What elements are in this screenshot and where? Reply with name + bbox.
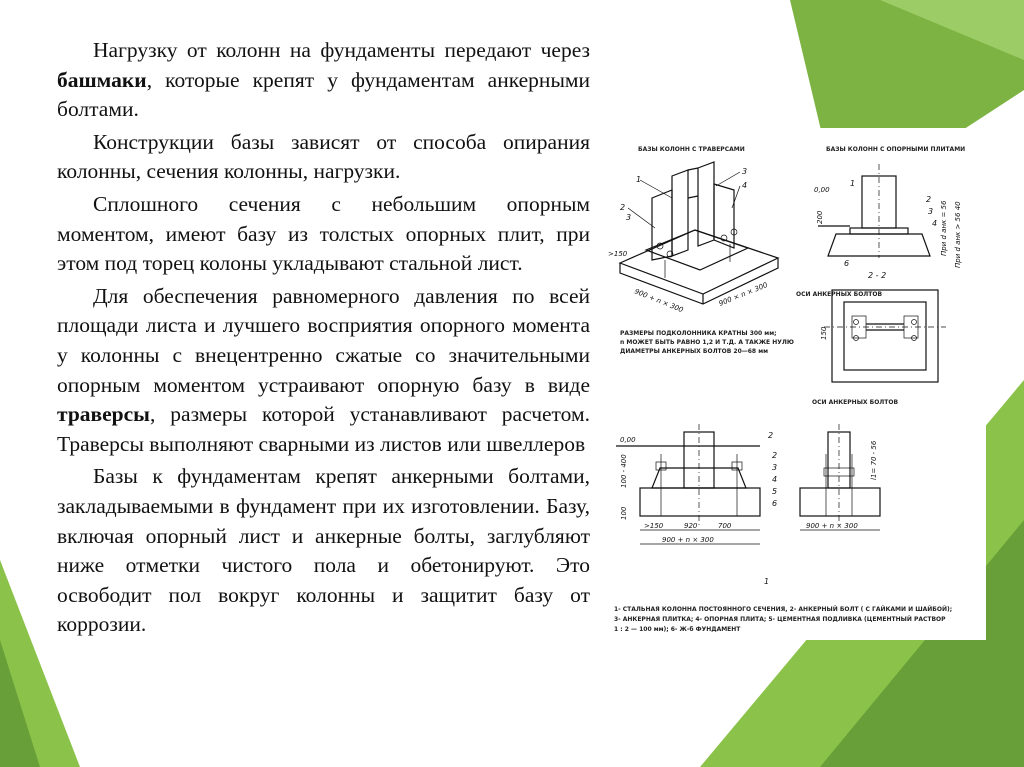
trav-label-1: 1 [764, 577, 770, 586]
legend-line-3: 1 : 2 — 100 мм); 6- Ж-б ФУНДАМЕНТ [614, 626, 741, 633]
plate-label-3: 3 [928, 207, 934, 216]
caption-traverse: БАЗЫ КОЛОНН С ТРАВЕРСАМИ [638, 146, 745, 153]
label-3: 3 [626, 213, 632, 222]
dim-700: 700 [718, 522, 732, 530]
paragraph-2: Конструкции базы зависят от способа опирания колонны, сечения колонны, нагрузки. [57, 129, 590, 184]
isometric-traverse-base [608, 146, 794, 355]
anchor-axes-bottom: ОСИ АНКЕРНЫХ БОЛТОВ [812, 399, 899, 406]
legend-line-2: 3- АНКЕРНАЯ ПЛИТКА; 4- ОПОРНАЯ ПЛИТА; 5- ЦЕМЕНТНАЯ ПОДЛИВКА (ЦЕМЕНТНЫЙ РАСТВОР [614, 616, 946, 623]
section-2-2-plan [796, 271, 946, 406]
dim-900n-side: 900 + n × 300 [806, 522, 858, 530]
trav-label-3: 3 [772, 463, 778, 472]
trav-label-6: 6 [772, 499, 778, 508]
traverse-base-elevation [616, 424, 777, 586]
elev-000-bottom: 0,00 [620, 436, 636, 444]
trav-label-2b: 2 [772, 451, 778, 460]
dim-150-bottom: >150 [644, 522, 664, 530]
dim-150: >150 [608, 250, 628, 258]
trav-label-4: 4 [772, 475, 778, 484]
paragraph-4: Для обеспечения равномерного давления по всей площади листа и лучшего восприятия опорного момента у колонны с внецентренно сжатые со значительными опорным моментом устраивают опорную базу в виде траверсы, размеры которой устанавливают расчетом. Траверсы выполняют сварными из листов или швеллеров [57, 283, 590, 456]
label-3b: 3 [742, 167, 748, 176]
label-1: 1 [636, 175, 642, 184]
label-4: 4 [742, 181, 748, 190]
side-elevation [800, 424, 880, 530]
dim-150-vertical: 150 [820, 326, 828, 340]
anchor-axes-top: ОСИ АНКЕРНЫХ БОЛТОВ [796, 291, 883, 298]
elev-000-top: 0,00 [814, 186, 830, 194]
paragraph-1: Нагрузку от колонн на фундаменты передают через башмаки, которые крепят у фундаментам анкерными болтами. [57, 38, 590, 122]
note-line-2: n МОЖЕТ БЫТЬ РАВНО 1,2 И Т.Д. А ТАКЖЕ НУЛЮ [620, 339, 794, 346]
dim-100: 100 [620, 506, 628, 520]
note-line-3: ДИАМЕТРЫ АНКЕРНЫХ БОЛТОВ 20—68 мм [620, 348, 769, 355]
section-label: 2 - 2 [868, 271, 887, 280]
bold-term-traversy: траверсы [57, 402, 150, 427]
column-base-drawings [600, 128, 986, 640]
plate-label-2: 2 [926, 195, 932, 204]
caption-plates: БАЗЫ КОЛОНН С ОПОРНЫМИ ПЛИТАМИ [826, 146, 966, 153]
dim-900n-bottom: 900 + n × 300 [662, 536, 714, 544]
dim-900n-left: 900 + n × 300 [633, 287, 685, 315]
paragraph-3: Сплошного сечения с небольшим опорным моментом, имеют базу из толстых опорных плит, при этом под торец колоны укладывают стальной лист. [57, 191, 590, 276]
trav-label-2: 2 [768, 431, 774, 440]
dim-200: 200 [816, 210, 824, 224]
dim-side-3: l1= 70 - 56 [870, 440, 878, 480]
trav-label-5: 5 [772, 487, 778, 496]
plate-label-6: 6 [844, 259, 850, 268]
legend-line-1: 1- СТАЛЬНАЯ КОЛОННА ПОСТОЯННОГО СЕЧЕНИЯ, 2- АНКЕРНЫЙ БОЛТ ( С ГАЙКАМИ И ШАЙБОЙ); [614, 606, 953, 613]
dim-side-1: При d анк = 56 [940, 200, 948, 256]
main-text [57, 36, 590, 643]
plate-label-1: 1 [850, 179, 856, 188]
drawing-legend [614, 605, 952, 633]
label-2: 2 [620, 203, 626, 212]
dim-900n-right: 900 × n × 300 [717, 281, 769, 308]
dim-100-400: 100 - 400 [620, 454, 628, 488]
plate-base-elevation [814, 146, 965, 268]
note-line-1: РАЗМЕРЫ ПОДКОЛОННИКА КРАТНЫ 300 мм; [620, 330, 777, 337]
drawing-canvas [600, 128, 986, 640]
bold-term-bashmaki: башмаки [57, 67, 147, 92]
dim-920: 920 [684, 522, 698, 530]
paragraph-5: Базы к фундаментам крепят анкерными болтами, закладываемыми в фундамент при их изготовлении. Базу, включая опорный лист и анкерные болты, заглубляют ниже отметки чистого пола и обетонируют. Это освободит пол вокруг колонны и защитит базу от коррозии. [57, 464, 590, 637]
plate-label-4: 4 [932, 219, 938, 228]
dim-side-2: При d анк > 56 40 [954, 201, 962, 268]
